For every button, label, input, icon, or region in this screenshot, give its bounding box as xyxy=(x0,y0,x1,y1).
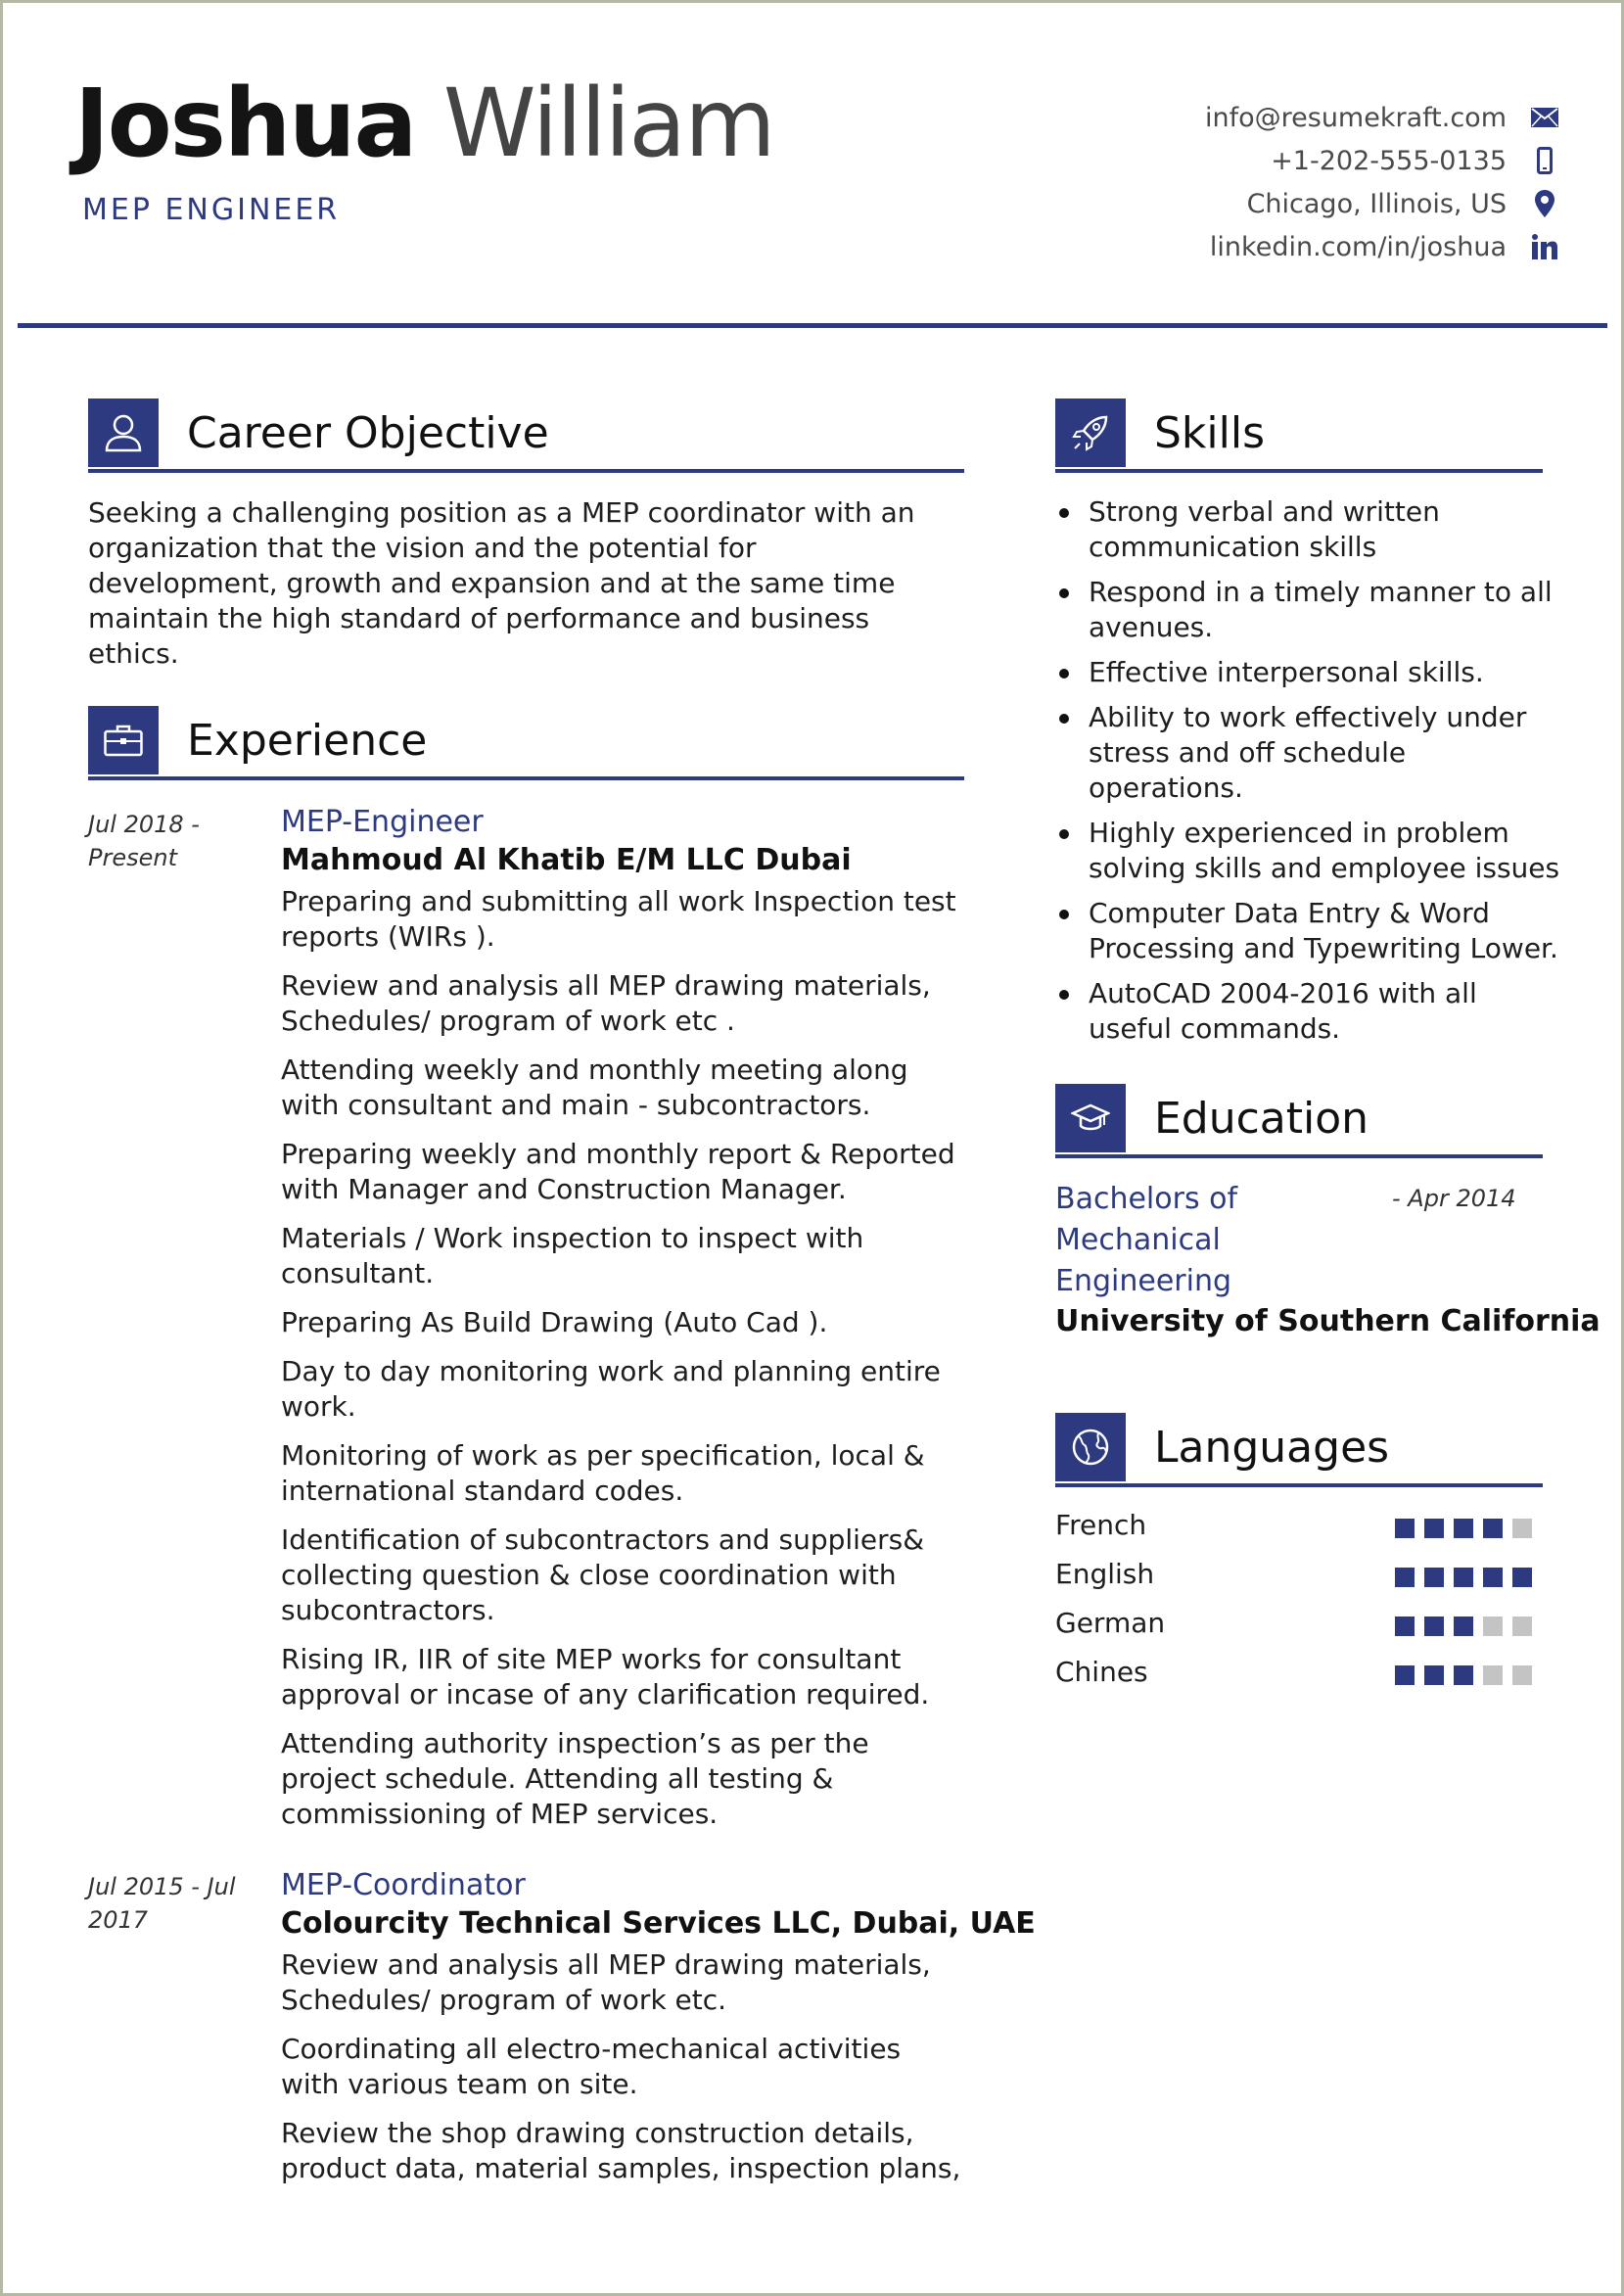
skills-list xyxy=(1055,494,1564,1056)
language-row xyxy=(1055,1656,1543,1695)
level-square-filled xyxy=(1483,1519,1503,1538)
list-item: Monitoring of work as per specification, local & international standard codes. xyxy=(281,1439,925,1507)
level-square-filled xyxy=(1395,1665,1415,1685)
level-square-empty xyxy=(1483,1617,1503,1636)
envelope-icon xyxy=(1530,103,1559,132)
rocket-icon xyxy=(1055,398,1126,467)
language-level xyxy=(1395,1665,1532,1685)
list-item: Highly experienced in problem solving skills and employee issues xyxy=(1055,816,1564,886)
globe-icon xyxy=(1055,1413,1126,1481)
list-item: Strong verbal and written communication skills xyxy=(1055,494,1564,565)
language-name: English xyxy=(1055,1558,1155,1590)
level-square-filled xyxy=(1454,1617,1473,1636)
career-objective-title: Career Objective xyxy=(187,408,549,458)
job-duties-list xyxy=(281,884,966,1846)
level-square-filled xyxy=(1424,1519,1444,1538)
phone-text[interactable]: +1-202-555-0135 xyxy=(1271,145,1507,176)
job-company: Mahmoud Al Khatib E/M LLC Dubai xyxy=(281,843,852,877)
languages-title: Languages xyxy=(1154,1423,1390,1473)
school-name: University of Southern California xyxy=(1055,1304,1601,1338)
level-square-filled xyxy=(1424,1617,1444,1636)
contact-linkedin-row xyxy=(952,225,1559,268)
list-item: Preparing weekly and monthly report & Reported with Manager and Construction Manager. xyxy=(281,1138,955,1205)
list-item: Review and analysis all MEP drawing materials, Schedules/ program of work etc. xyxy=(281,1948,931,2016)
last-name: William xyxy=(442,69,774,178)
map-pin-icon xyxy=(1530,189,1559,218)
education-header xyxy=(1055,1084,1543,1158)
location-text: Chicago, Illinois, US xyxy=(1246,188,1507,219)
level-square-filled xyxy=(1395,1519,1415,1538)
level-square-filled xyxy=(1424,1665,1444,1685)
language-row xyxy=(1055,1607,1543,1646)
header-divider xyxy=(18,323,1607,328)
list-item: Respond in a timely manner to all avenues. xyxy=(1055,575,1564,645)
list-item: Review and analysis all MEP drawing materials, Schedules/ program of work etc . xyxy=(281,969,931,1037)
language-row xyxy=(1055,1509,1543,1548)
job-title: MEP-Coordinator xyxy=(281,1868,526,1902)
language-name: French xyxy=(1055,1509,1147,1541)
job-company: Colourcity Technical Services LLC, Dubai, UAE xyxy=(281,1906,1036,1941)
contact-email-row xyxy=(952,96,1559,139)
list-item: AutoCAD 2004-2016 with all useful commands. xyxy=(1055,976,1564,1047)
first-name: Joshua xyxy=(74,69,416,178)
language-name: Chines xyxy=(1055,1656,1148,1688)
linkedin-text[interactable]: linkedin.com/in/joshua xyxy=(1209,231,1507,262)
languages-header xyxy=(1055,1413,1543,1487)
level-square-filled xyxy=(1395,1617,1415,1636)
level-square-filled xyxy=(1454,1568,1473,1587)
contact-phone-row xyxy=(952,139,1559,182)
level-square-empty xyxy=(1483,1665,1503,1685)
language-row xyxy=(1055,1558,1543,1597)
list-item: Review the shop drawing construction details, product data, material samples, inspection plans, xyxy=(281,2117,961,2184)
job-date: Jul 2015 - Jul 2017 xyxy=(88,1873,236,1934)
experience-title: Experience xyxy=(187,716,428,766)
list-item: Preparing As Build Drawing (Auto Cad ). xyxy=(281,1306,828,1338)
user-icon xyxy=(88,398,159,467)
briefcase-icon xyxy=(88,706,159,774)
degree-title: Bachelors of Mechanical Engineering xyxy=(1055,1182,1238,1298)
skills-title: Skills xyxy=(1154,408,1266,458)
level-square-empty xyxy=(1512,1665,1532,1685)
list-item: Rising IR, IIR of site MEP works for consultant approval or incase of any clarification required. xyxy=(281,1643,930,1710)
job-duties-list xyxy=(281,1947,966,2200)
education-date: - Apr 2014 xyxy=(1392,1185,1516,1212)
linkedin-icon xyxy=(1530,232,1559,261)
education-title: Education xyxy=(1154,1094,1369,1144)
experience-header xyxy=(88,706,964,780)
language-level xyxy=(1395,1519,1532,1538)
career-objective-text: Seeking a challenging position as a MEP coordinator with an organization that the vision and the potential for development, growth and expansion and at the same time maintain the high standard of performance and business ethics. xyxy=(88,496,915,670)
level-square-filled xyxy=(1483,1568,1503,1587)
list-item: Ability to work effectively under stress and off schedule operations. xyxy=(1055,700,1564,806)
candidate-name xyxy=(74,69,774,178)
level-square-filled xyxy=(1512,1568,1532,1587)
list-item: Coordinating all electro-mechanical activities with various team on site. xyxy=(281,2033,902,2100)
level-square-filled xyxy=(1395,1568,1415,1587)
contact-location-row xyxy=(952,182,1559,225)
email-text[interactable]: info@resumekraft.com xyxy=(1205,102,1507,133)
list-item: Materials / Work inspection to inspect with consultant. xyxy=(281,1222,864,1289)
phone-icon xyxy=(1530,146,1559,175)
job-date: Jul 2018 - Present xyxy=(88,811,200,871)
job-title: MEP-Engineer xyxy=(281,805,484,839)
level-square-empty xyxy=(1512,1617,1532,1636)
skills-header xyxy=(1055,398,1543,473)
language-name: German xyxy=(1055,1607,1166,1639)
level-square-filled xyxy=(1454,1665,1473,1685)
graduation-cap-icon xyxy=(1055,1084,1126,1152)
list-item: Identification of subcontractors and suppliers& collecting question & close coordination with subcontractors. xyxy=(281,1523,925,1626)
list-item: Attending weekly and monthly meeting along with consultant and main - subcontractors. xyxy=(281,1054,908,1121)
contact-block xyxy=(952,96,1559,268)
language-level xyxy=(1395,1617,1532,1636)
list-item: Computer Data Entry & Word Processing and Typewriting Lower. xyxy=(1055,896,1564,966)
career-objective-header xyxy=(88,398,964,473)
list-item: Preparing and submitting all work Inspection test reports (WIRs ). xyxy=(281,885,956,953)
level-square-filled xyxy=(1424,1568,1444,1587)
list-item: Effective interpersonal skills. xyxy=(1055,655,1564,690)
language-level xyxy=(1395,1568,1532,1587)
job-role: MEP ENGINEER xyxy=(82,193,341,227)
list-item: Attending authority inspection’s as per the project schedule. Attending all testing & commissioning of MEP services. xyxy=(281,1727,869,1830)
list-item: Day to day monitoring work and planning entire work. xyxy=(281,1355,941,1423)
level-square-empty xyxy=(1512,1519,1532,1538)
level-square-filled xyxy=(1454,1519,1473,1538)
